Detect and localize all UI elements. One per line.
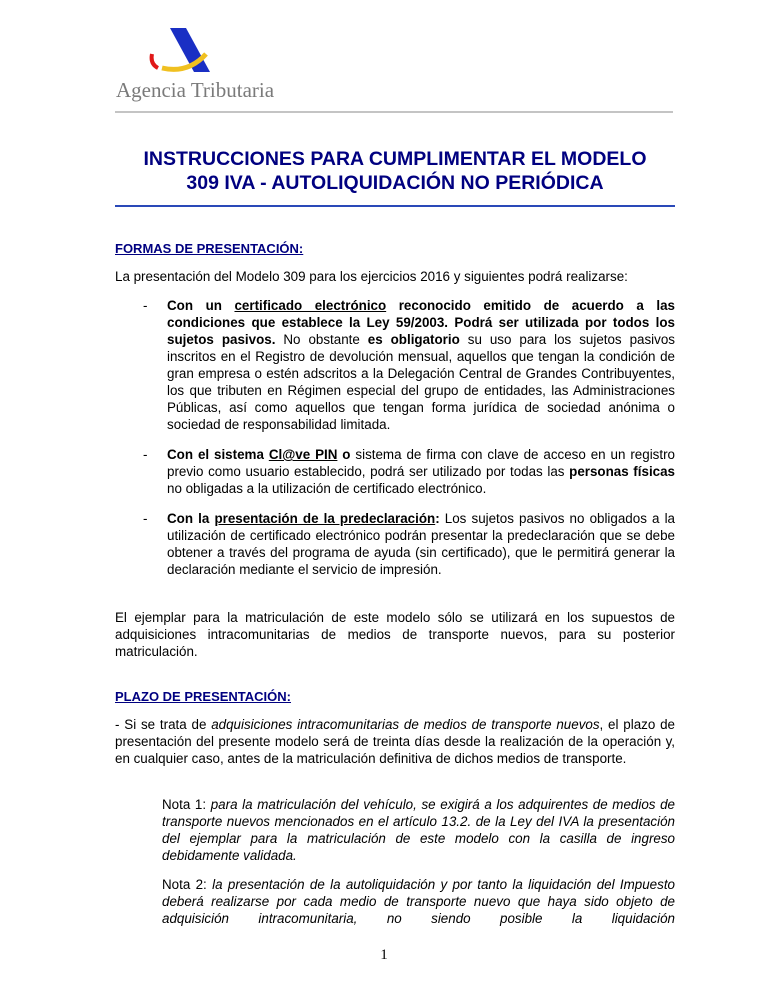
title-line-2: 309 IVA - AUTOLIQUIDACIÓN NO PERIÓDICA <box>186 172 604 194</box>
note-2 <box>162 876 675 927</box>
plazo-paragraph <box>115 716 675 767</box>
bold-text: Con el sistema <box>167 447 269 462</box>
bullet-text <box>167 297 675 433</box>
header-divider <box>115 111 673 113</box>
bold-text: Con la <box>167 511 215 526</box>
section-heading-plazo: PLAZO DE PRESENTACIÓN: <box>115 689 291 704</box>
text: , el plazo de presentación del presente modelo será de treinta días desde la realización de la operación y, en cualquier caso, antes de la matriculación definitiva de dichos medios de transporte. <box>115 717 675 766</box>
underlined-term: certificado electrónico <box>234 298 387 313</box>
text: No obstante <box>275 332 368 347</box>
bullet-dash: - <box>143 511 148 526</box>
bullet-dash: - <box>143 298 148 313</box>
title-line-1: INSTRUCCIONES PARA CUMPLIMENTAR EL MODELO <box>143 148 647 170</box>
note-text: la presentación de la autoliquidación y por tanto la liquidación del Impuesto deberá realizarse por cada medio de transporte nuevo que haya sido objeto de adquisición intracomunitaria, no siendo posible la liquidación <box>162 877 675 926</box>
note-text: para la matriculación del vehículo, se exigirá a los adquirentes de medios de transporte nuevos mencionados en el artículo 13.2. de la Ley del IVA la presentación del ejemplar para la matriculación de este modelo con la casilla de ingreso debidamente validada. <box>162 797 675 863</box>
bold-text: es obligatorio <box>367 332 460 347</box>
underlined-term: Cl@ve PIN <box>268 447 338 462</box>
bold-text: reconocido emitido de acuerdo a las condiciones que establece la Ley 59/2003. Podrá ser utilizada por todos los sujetos pasivos. <box>167 298 675 347</box>
bold-text: : <box>435 511 440 526</box>
title-divider <box>115 205 675 207</box>
page-title <box>90 147 700 195</box>
text: sistema de firma con clave de acceso en un registro previo como usuario establecido, podrá ser utilizado por todas las <box>167 447 675 479</box>
text: no obligadas a la utilización de certificado electrónico. <box>167 481 487 496</box>
bold-text: personas físicas <box>569 464 676 479</box>
bold-text: o <box>337 447 351 462</box>
bullet-dash: - <box>143 447 148 462</box>
page-number: 1 <box>380 947 388 963</box>
text: Los sujetos pasivos no obligados a la utilización de certificado electrónico podrán presentar la predeclaración que se debe obtener a través del programa de ayuda (sin certificado), que le permitirá generar la declaración mediante el servicio de impresión. <box>167 511 675 577</box>
note-1 <box>162 796 675 864</box>
bullet-text <box>167 510 675 578</box>
agencia-tributaria-logo-icon <box>148 28 212 74</box>
section-heading-formas: FORMAS DE PRESENTACIÓN: <box>115 241 304 256</box>
bullet-text <box>167 446 675 497</box>
formas-intro: La presentación del Modelo 309 para los ejercicios 2016 y siguientes podrá realizarse: <box>115 269 628 284</box>
italic-text: adquisiciones intracomunitarias de medios de transporte nuevos <box>211 717 600 732</box>
note-label: Nota 1: <box>162 797 211 812</box>
note-label: Nota 2: <box>162 877 213 892</box>
text: su uso para los sujetos pasivos inscritos en el Registro de devolución mensual, aquellos que tengan la condición de gran empresa o estén adscritos a la Delegación Central de Grandes Contribuyentes, los que tributen en Régimen especial del grupo de entidades, las Administraciones Públicas, así como aquellos que tengan forma jurídica de sociedad anónima o sociedad de responsabilidad limitada. <box>167 332 675 432</box>
text: - Si se trata de <box>115 717 212 732</box>
bold-text: Con un <box>167 298 235 313</box>
underlined-term: presentación de la predeclaración <box>214 511 436 526</box>
agency-name: Agencia Tributaria <box>116 78 275 102</box>
formas-closing: El ejemplar para la matriculación de este modelo sólo se utilizará en los supuestos de adquisiciones intracomunitarias de medios de transporte nuevos, para su posterior matriculación. <box>115 610 675 659</box>
